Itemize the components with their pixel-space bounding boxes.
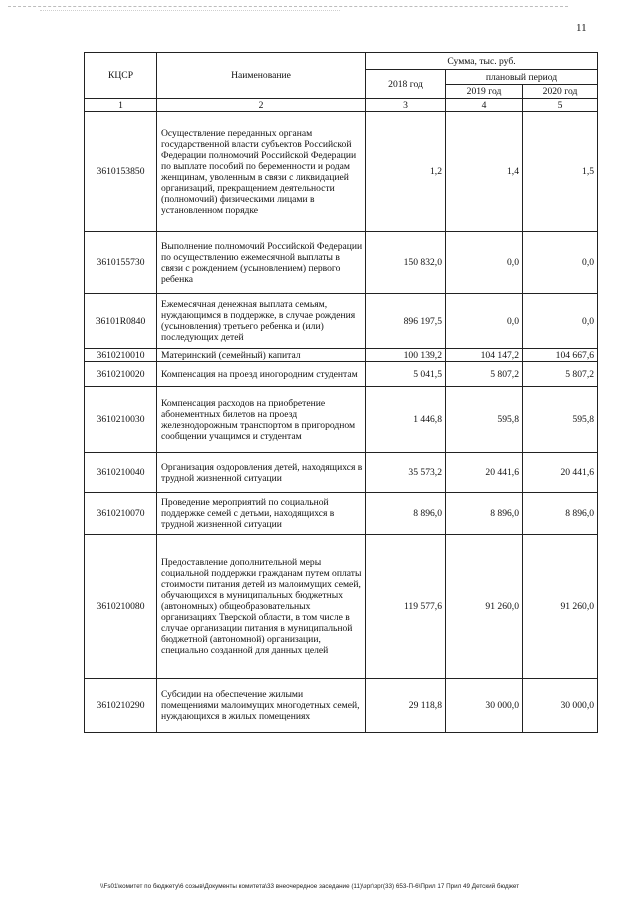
- row-code: 3610210290: [85, 679, 157, 733]
- row-value-2020: 8 896,0: [523, 493, 598, 535]
- row-name: Организация оздоровления детей, находящихся в трудной жизненной ситуации: [157, 453, 366, 493]
- row-value-2019: 5 807,2: [446, 362, 523, 387]
- row-value-2018: 1 446,8: [366, 387, 446, 453]
- row-code: 3610210020: [85, 362, 157, 387]
- row-value-2020: 20 441,6: [523, 453, 598, 493]
- row-value-2020: 104 667,6: [523, 349, 598, 362]
- header-name: Наименование: [157, 53, 366, 99]
- row-value-2020: 595,8: [523, 387, 598, 453]
- row-value-2020: 0,0: [523, 294, 598, 349]
- table-row: [85, 349, 598, 362]
- row-value-2019: 20 441,6: [446, 453, 523, 493]
- row-name: Субсидии на обеспечение жилыми помещениями малоимущих многодетных семей, нуждающихся в жилых помещениях: [157, 679, 366, 733]
- row-value-2018: 119 577,6: [366, 535, 446, 679]
- row-name: Выполнение полномочий Российской Федерации по осуществлению ежемесячной выплаты в связи с рождением (усыновлением) первого ребенка: [157, 232, 366, 294]
- row-value-2018: 896 197,5: [366, 294, 446, 349]
- row-code: 3610210040: [85, 453, 157, 493]
- file-path-footer: \\Fs01\комитет по бюджету\6 созыв\Документы комитета\33 внеочередное заседание (11)\зрг\зрг(33) 653-П-6\Прил 17 Прил 49 Детский бюджет: [100, 883, 520, 890]
- table-row: [85, 453, 598, 493]
- row-value-2019: 1,4: [446, 112, 523, 232]
- row-value-2019: 0,0: [446, 294, 523, 349]
- header-code: КЦСР: [85, 53, 157, 99]
- row-value-2019: 0,0: [446, 232, 523, 294]
- row-value-2018: 5 041,5: [366, 362, 446, 387]
- table-row: [85, 387, 598, 453]
- column-number: 1: [85, 99, 157, 112]
- row-code: 3610210070: [85, 493, 157, 535]
- row-value-2018: 35 573,2: [366, 453, 446, 493]
- row-code: 36101R0840: [85, 294, 157, 349]
- column-number: 5: [523, 99, 598, 112]
- row-value-2018: 1,2: [366, 112, 446, 232]
- column-number: 3: [366, 99, 446, 112]
- row-value-2020: 91 260,0: [523, 535, 598, 679]
- table-row: [85, 294, 598, 349]
- row-value-2018: 100 139,2: [366, 349, 446, 362]
- header-year-2018: 2018 год: [366, 70, 446, 99]
- table-row: [85, 679, 598, 733]
- row-name: Осуществление переданных органам государственной власти субъектов Российской Федерации полномочий Российской Федерации по выплате пособий по беременности и родам женщинам, уволенным в связи с ликвидацией организаций, прекращением деятельности (полномочий) физическими лицами в установленном порядке: [157, 112, 366, 232]
- row-value-2018: 8 896,0: [366, 493, 446, 535]
- row-code: 3610153850: [85, 112, 157, 232]
- row-value-2019: 104 147,2: [446, 349, 523, 362]
- row-value-2019: 595,8: [446, 387, 523, 453]
- row-value-2018: 29 118,8: [366, 679, 446, 733]
- row-code: 3610210080: [85, 535, 157, 679]
- table-row: [85, 112, 598, 232]
- row-name: Материнский (семейный) капитал: [157, 349, 366, 362]
- column-number: 4: [446, 99, 523, 112]
- row-code: 3610155730: [85, 232, 157, 294]
- row-name: Ежемесячная денежная выплата семьям, нуждающимся в поддержке, в случае рождения (усыновления) третьего ребенка и (или) последующих детей: [157, 294, 366, 349]
- row-value-2020: 5 807,2: [523, 362, 598, 387]
- row-value-2018: 150 832,0: [366, 232, 446, 294]
- row-value-2019: 91 260,0: [446, 535, 523, 679]
- page-number: 11: [576, 22, 587, 34]
- row-name: Компенсация расходов на приобретение абонементных билетов на проезд железнодорожным транспортом в пригородном сообщении учащимся и студентам: [157, 387, 366, 453]
- row-name: Проведение мероприятий по социальной поддержке семей с детьми, находящихся в трудной жизненной ситуации: [157, 493, 366, 535]
- table-row: [85, 232, 598, 294]
- table-row: [85, 362, 598, 387]
- scan-artifact-line: [40, 10, 340, 11]
- column-numbers-row: [85, 99, 598, 112]
- row-name: Компенсация на проезд иногородним студентам: [157, 362, 366, 387]
- row-value-2019: 30 000,0: [446, 679, 523, 733]
- table-row: [85, 493, 598, 535]
- row-value-2020: 30 000,0: [523, 679, 598, 733]
- table-row: [85, 535, 598, 679]
- budget-table: [84, 52, 598, 733]
- header-year-2019: 2019 год: [446, 85, 523, 99]
- row-value-2020: 1,5: [523, 112, 598, 232]
- header-year-2020: 2020 год: [523, 85, 598, 99]
- header-plan-period: плановый период: [446, 70, 598, 85]
- header-sum: Сумма, тыс. руб.: [366, 53, 598, 70]
- row-value-2020: 0,0: [523, 232, 598, 294]
- row-name: Предоставление дополнительной меры социальной поддержки гражданам путем оплаты стоимости питания детей из малоимущих семей, обучающихся в муниципальных бюджетных (автономных) общеобразовательных организациях Тверской области, в том числе в случае организации питания в муниципальной бюджетной (автономной) организации, специально созданной для данных целей: [157, 535, 366, 679]
- row-value-2019: 8 896,0: [446, 493, 523, 535]
- scan-artifact-line: [8, 6, 568, 7]
- row-code: 3610210010: [85, 349, 157, 362]
- row-code: 3610210030: [85, 387, 157, 453]
- column-number: 2: [157, 99, 366, 112]
- header-row: [85, 53, 598, 70]
